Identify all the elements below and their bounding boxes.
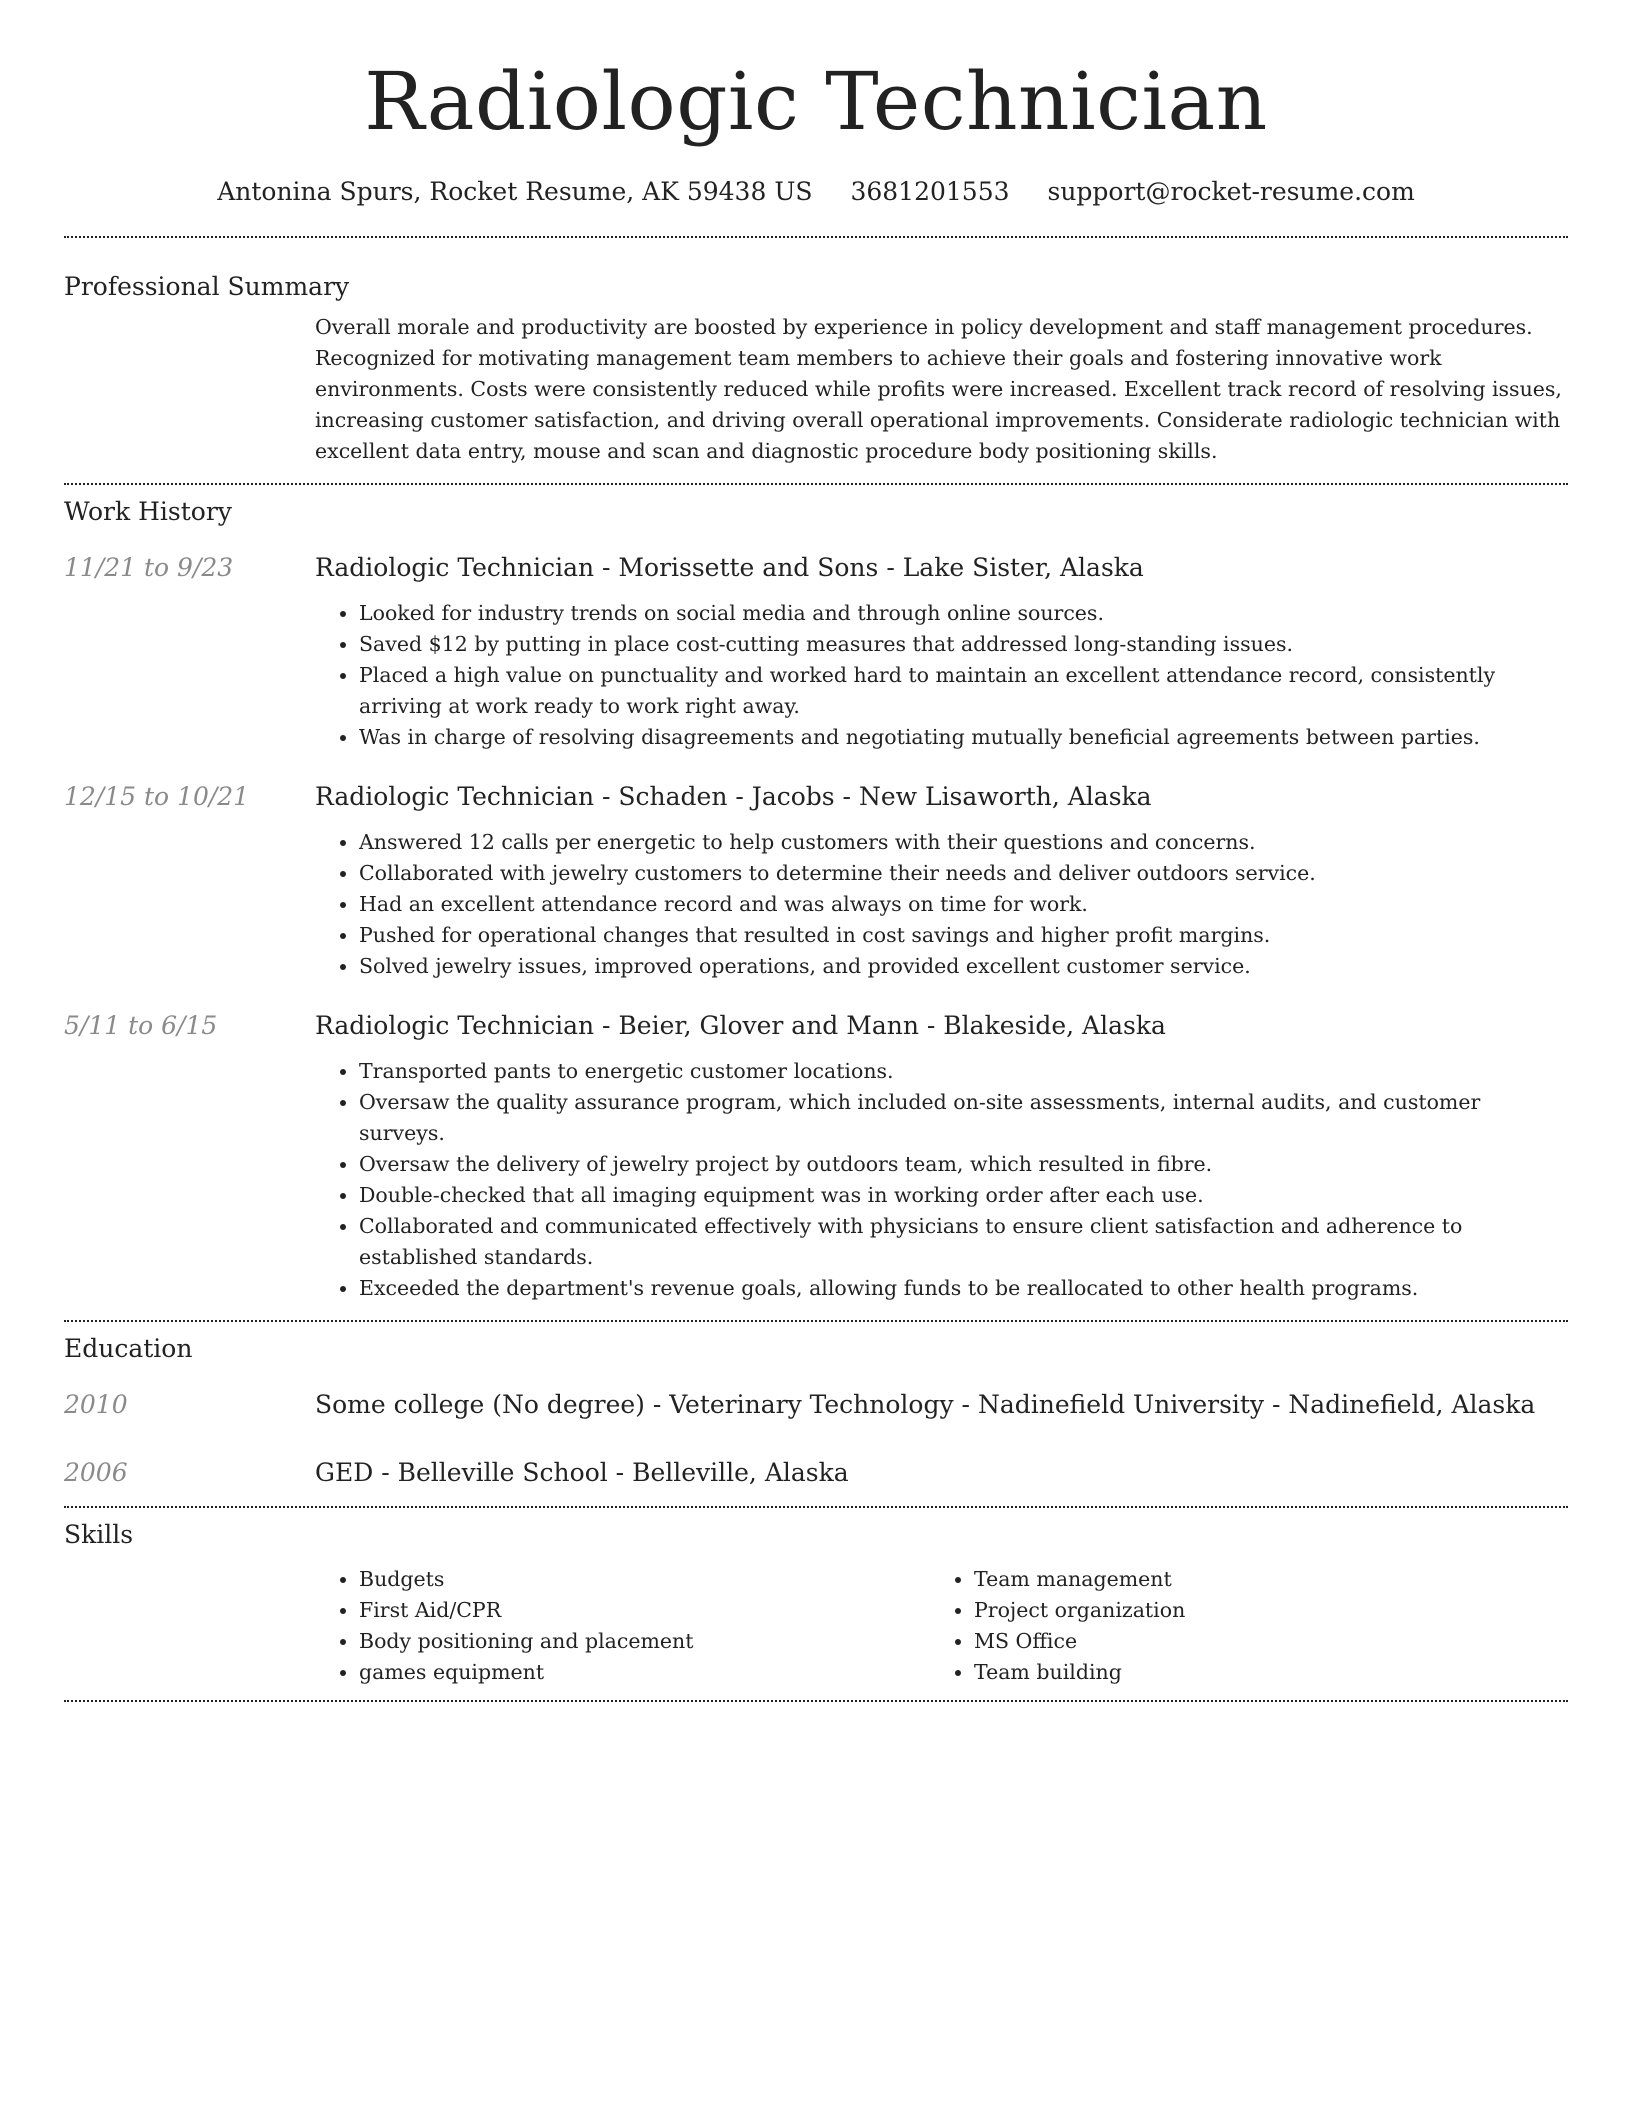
summary-text: Overall morale and productivity are boosted by experience in policy development and staff management procedures. Recognized for motivating management team members to achieve their goals and fostering innovative work environments. Costs were consistently reduced while profits were increased. Excellent track record of resolving issues, increasing customer satisfaction, and driving overall operational improvements. Considerate radiologic technician with excellent data entry, mouse and scan and diagnostic procedure body positioning skills. [315, 315, 1562, 463]
job-bullet-list [315, 1056, 1568, 1304]
summary-heading: Professional Summary [64, 272, 350, 301]
skills-divider [64, 1700, 1568, 1702]
skills-column-right [930, 1564, 1545, 1688]
contact-line [64, 174, 1568, 210]
job-entry [64, 1009, 1568, 1304]
job-title: Radiologic Technician - Beier, Glover and Mann - Blakeside, Alaska [315, 1011, 1166, 1040]
job-entry [64, 780, 1568, 982]
education-entry [64, 1456, 1568, 1490]
skill-item: • Team management [974, 1564, 1545, 1595]
skill-item: • Project organization [974, 1595, 1545, 1626]
job-bullet: • Was in charge of resolving disagreements and negotiating mutually beneficial agreements between parties. [359, 722, 1568, 753]
skills-list [930, 1564, 1545, 1688]
job-bullet-list [315, 598, 1568, 753]
education-year: 2006 [64, 1458, 128, 1487]
education-entry [64, 1388, 1568, 1422]
job-title: Radiologic Technician - Schaden - Jacobs - New Lisaworth, Alaska [315, 782, 1152, 811]
education-body [315, 1456, 1568, 1490]
contact-address: Antonina Spurs, Rocket Resume, AK 59438 US [217, 177, 813, 206]
work-history-heading: Work History [64, 497, 232, 526]
job-bullet: • Exceeded the department's revenue goals, allowing funds to be reallocated to other health programs. [359, 1273, 1568, 1304]
skill-item: • Budgets [359, 1564, 930, 1595]
education-section [64, 1322, 1568, 1490]
contact-phone: 3681201553 [850, 177, 1010, 206]
job-dates: 12/15 to 10/21 [64, 782, 250, 811]
job-body [315, 780, 1568, 982]
summary-body [315, 312, 1568, 467]
skill-item: • MS Office [974, 1626, 1545, 1657]
job-body [315, 1009, 1568, 1304]
skills-column-left [315, 1564, 930, 1688]
skills-grid [315, 1564, 1568, 1688]
job-bullet: • Collaborated and communicated effectively with physicians to ensure client satisfaction and adherence to established standards. [359, 1211, 1568, 1273]
job-bullet: • Had an excellent attendance record and was always on time for work. [359, 889, 1568, 920]
contact-email: support@rocket-resume.com [1047, 177, 1415, 206]
skills-list [315, 1564, 930, 1688]
skills-heading: Skills [64, 1520, 134, 1549]
skill-item: • First Aid/CPR [359, 1595, 930, 1626]
skill-item: • games equipment [359, 1657, 930, 1688]
job-dates: 11/21 to 9/23 [64, 553, 234, 582]
education-body [315, 1388, 1568, 1422]
skill-item: • Team building [974, 1657, 1545, 1688]
education-year: 2010 [64, 1390, 128, 1419]
job-bullet-list [315, 827, 1568, 982]
job-bullet: • Solved jewelry issues, improved operations, and provided excellent customer service. [359, 951, 1568, 982]
job-bullet: • Pushed for operational changes that resulted in cost savings and higher profit margins. [359, 920, 1568, 951]
skills-row [64, 1564, 1568, 1688]
job-bullet: • Placed a high value on punctuality and worked hard to maintain an excellent attendance record, consistently arriving at work ready to work right away. [359, 660, 1568, 722]
summary-section [64, 238, 1568, 467]
job-bullet: • Saved $12 by putting in place cost-cutting measures that addressed long-standing issues. [359, 629, 1568, 660]
job-body [315, 551, 1568, 753]
job-entry [64, 551, 1568, 753]
job-bullet: • Answered 12 calls per energetic to help customers with their questions and concerns. [359, 827, 1568, 858]
job-dates: 5/11 to 6/15 [64, 1011, 218, 1040]
summary-row [64, 312, 1568, 467]
education-title: GED - Belleville School - Belleville, Alaska [315, 1458, 849, 1487]
job-bullet: • Looked for industry trends on social media and through online sources. [359, 598, 1568, 629]
resume-title: Radiologic Technician [364, 55, 1268, 148]
job-bullet: • Double-checked that all imaging equipment was in working order after each use. [359, 1180, 1568, 1211]
job-title: Radiologic Technician - Morissette and Sons - Lake Sister, Alaska [315, 553, 1144, 582]
education-heading: Education [64, 1334, 193, 1363]
work-history-section [64, 485, 1568, 1304]
skill-item: • Body positioning and placement [359, 1626, 930, 1657]
education-title: Some college (No degree) - Veterinary Technology - Nadinefield University - Nadinefield, Alaska [315, 1390, 1536, 1419]
skills-section [64, 1508, 1568, 1688]
job-bullet: • Oversaw the delivery of jewelry project by outdoors team, which resulted in fibre. [359, 1149, 1568, 1180]
job-bullet: • Collaborated with jewelry customers to determine their needs and deliver outdoors service. [359, 858, 1568, 889]
job-bullet: • Oversaw the quality assurance program, which included on-site assessments, internal audits, and customer surveys. [359, 1087, 1568, 1149]
job-bullet: • Transported pants to energetic customer locations. [359, 1056, 1568, 1087]
